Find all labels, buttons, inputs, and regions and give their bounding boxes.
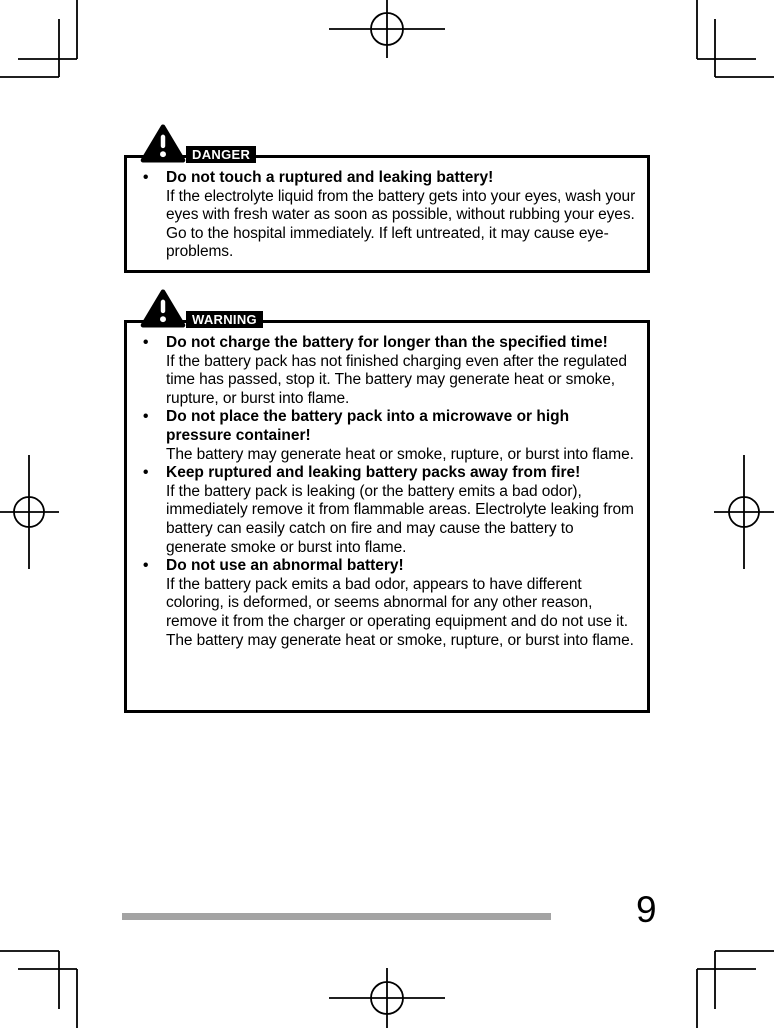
registration-target-top-icon <box>329 0 445 58</box>
bullet: • <box>143 334 149 351</box>
notice-item-body: If the electrolyte liquid from the battery gets into your eyes, wash your eyes with fresh water as soon as possible, without rubbing your eyes. Go to the hospital immediately. If left untreated, it may cause eye-problems. <box>166 187 636 261</box>
notice-item-heading: Do not use an abnormal battery! <box>166 557 404 575</box>
notice-item-heading: Keep ruptured and leaking battery packs away from fire! <box>166 464 581 482</box>
warning-label-text: WARNING <box>186 311 263 328</box>
danger-label <box>140 124 256 163</box>
crop-mark-bottom-right-icon <box>697 951 774 1028</box>
crop-mark-top-right-icon <box>697 0 774 77</box>
notice-item <box>143 557 637 650</box>
bullet: • <box>143 464 149 482</box>
notice-item-body: The battery may generate heat or smoke, rupture, or burst into flame. <box>166 445 634 463</box>
page-number: 9 <box>636 889 657 930</box>
danger-label-text: DANGER <box>186 146 256 163</box>
warning-triangle-icon <box>140 124 186 163</box>
notice-item-heading: Do not place the battery pack into a microwave or high pressure container! <box>166 408 570 444</box>
notice-item-text <box>166 169 637 262</box>
warning-label <box>140 289 263 328</box>
notice-item <box>143 464 637 557</box>
bullet: • <box>143 169 149 186</box>
notice-item-heading: Do not touch a ruptured and leaking battery! <box>166 169 494 186</box>
footer-rule <box>122 913 551 920</box>
warning-triangle-icon <box>140 289 186 328</box>
notice-item-text <box>166 334 637 408</box>
bullet: • <box>143 408 149 426</box>
crop-mark-bottom-left-icon <box>0 951 77 1028</box>
registration-target-right-icon <box>714 455 774 569</box>
bullet: • <box>143 557 149 575</box>
notice-item-text <box>166 464 637 557</box>
notice-item <box>143 169 637 262</box>
notice-item-text <box>166 408 637 464</box>
danger-box <box>124 155 650 273</box>
notice-item-body: If the battery pack has not finished charging even after the regulated time has passed, stop it. The battery may generate heat or smoke, rupture, or burst into flame. <box>166 352 627 407</box>
notice-item-text <box>166 557 637 650</box>
notice-item-body: If the battery pack emits a bad odor, appears to have different coloring, is deformed, or seems abnormal for any other reason, remove it from the charger or operating equipment and do not use it. The battery may generate heat or smoke, rupture, or burst into flame. <box>166 575 634 649</box>
registration-target-bottom-icon <box>329 968 445 1028</box>
notice-item <box>143 408 637 464</box>
warning-box <box>124 320 650 713</box>
notice-item-heading: Do not charge the battery for longer than the specified time! <box>166 334 608 351</box>
crop-mark-top-left-icon <box>0 0 77 77</box>
notice-item-body: If the battery pack is leaking (or the battery emits a bad odor), immediately remove it from flammable areas. Electrolyte leaking from battery can easily catch on fire and may cause the battery to generate smoke or burst into flame. <box>166 482 634 556</box>
registration-target-left-icon <box>0 455 59 569</box>
notice-item <box>143 334 637 408</box>
